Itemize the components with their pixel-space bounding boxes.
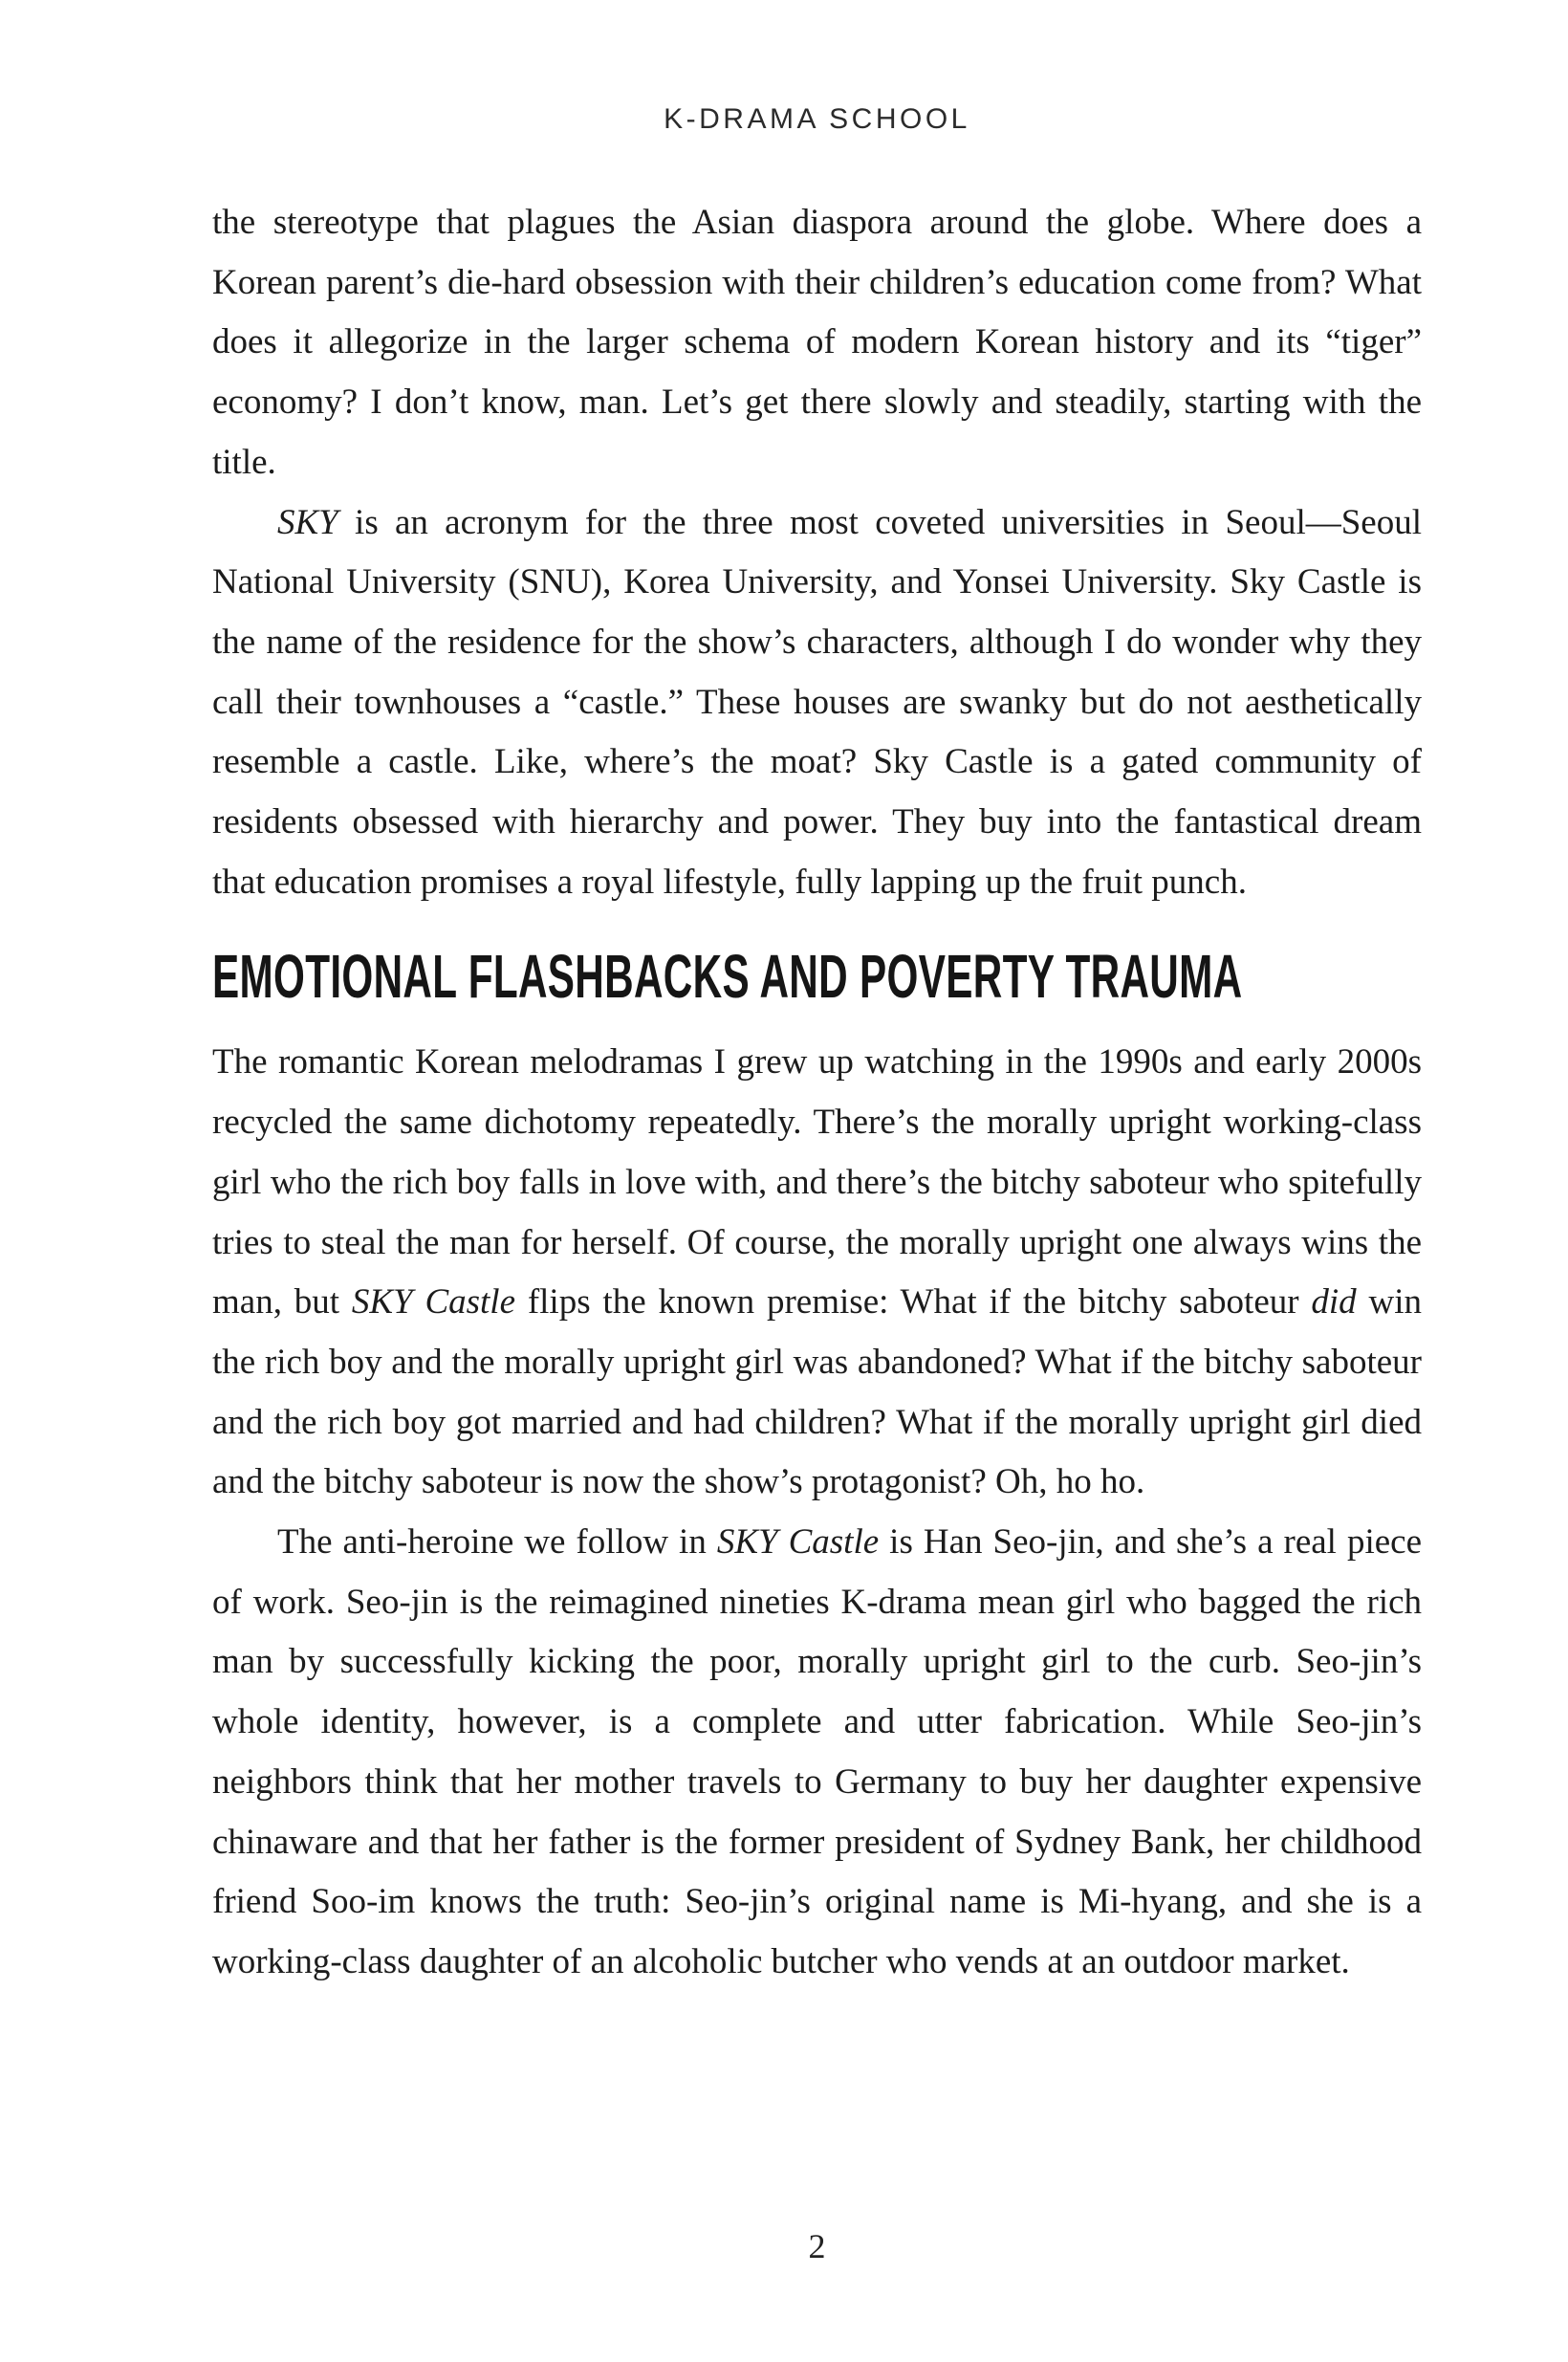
text-run: the stereotype that plagues the Asian diaspora around the globe. Where does a Korean parent’s die-hard obsession with their children’s education come from? What does it allegorize in the larger schema of modern Korean history and its “tiger” economy? I don’t know, man. Let’s get there slowly and steadily, starting with the title. xyxy=(212,203,1422,482)
body-paragraph xyxy=(212,1513,1422,1993)
italic-text-run: SKY Castle xyxy=(351,1282,516,1323)
body-text xyxy=(212,193,1422,1993)
italic-text-run: SKY Castle xyxy=(716,1522,880,1563)
running-head: K-DRAMA SCHOOL xyxy=(664,103,970,135)
italic-text-run: did xyxy=(1311,1282,1357,1323)
page-number: 2 xyxy=(808,2227,826,2265)
text-run: The romantic Korean melodramas I grew up watching in the 1990s and early 2000s recycled the same dichotomy repeatedly. There’s the morally upright working-class girl who the rich boy falls in love with, and there’s the bitchy saboteur who spitefully tries to steal the man for herself. Of course, the morally upright one always wins the man, but xyxy=(212,1042,1422,1323)
text-run: win the rich boy and the morally upright girl was abandoned? What if the bitchy saboteur and the rich boy got married and had children? What if the morally upright girl died and the bitchy saboteur is now the show’s protagonist? Oh, ho ho. xyxy=(212,1282,1422,1502)
section-heading xyxy=(212,943,1422,1010)
body-paragraph xyxy=(212,1033,1422,1513)
italic-text-run: SKY xyxy=(277,502,338,542)
text-run: is an acronym for the three most coveted universities in Seoul—Seoul National University (SNU), Korea University, and Yonsei University. Sky Castle is the name of the residence for the show’s characters, although I do wonder why they call their townhouses a “castle.” These houses are swanky but do not aesthetically resemble a castle. Like, where’s the moat? Sky Castle is a gated community of residents obsessed with hierarchy and power. They buy into the fantastical dream that education promises a royal lifestyle, fully lapping up the fruit punch. xyxy=(212,502,1422,902)
body-paragraph xyxy=(212,493,1422,913)
text-run: The anti-heroine we follow in xyxy=(277,1522,717,1563)
body-paragraph xyxy=(212,193,1422,493)
text-run: is Han Seo-jin, and she’s a real piece of work. Seo-jin is the reimagined nineties K-drama mean girl who bagged the rich man by successfully kicking the poor, morally upright girl to the curb. Seo-jin’s whole identity, however, is a complete and utter fabrication. While Seo-jin’s neighbors think that her mother travels to Germany to buy her daughter expensive chinaware and that her father is the former president of Sydney Bank, her childhood friend Soo-im knows the truth: Seo-jin’s original name is Mi-hyang, and she is a working-class daughter of an alcoholic butcher who vends at an outdoor market. xyxy=(212,1522,1422,1981)
text-run: flips the known premise: What if the bitchy saboteur xyxy=(515,1282,1312,1323)
section-heading-text: EMOTIONAL FLASHBACKS AND POVERTY TRAUMA xyxy=(212,942,1243,1012)
